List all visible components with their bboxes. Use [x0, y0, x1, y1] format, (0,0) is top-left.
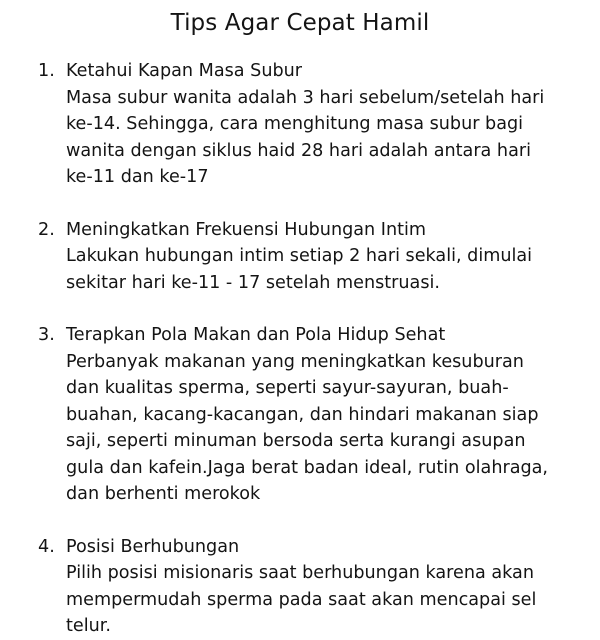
- tip-body: Perbanyak makanan yang meningkatkan kesuburan dan kualitas sperma, seperti sayur-sayuran, buah-buahan, kacang-kacangan, dan hindari makanan siap saji, seperti minuman bersoda serta kurangi asupan gula dan kafein.Jaga berat badan ideal, rutin olahraga, dan berhenti merokok: [66, 351, 549, 504]
- tip-number: 2.: [38, 219, 55, 240]
- tip-item-1: [0, 58, 600, 191]
- tip-item-4: [0, 534, 600, 640]
- page-title: Tips Agar Cepat Hamil: [170, 10, 430, 36]
- tip-heading: Ketahui Kapan Masa Subur: [66, 61, 303, 81]
- tip-item-3: [0, 322, 600, 508]
- tip-heading: Posisi Berhubungan: [66, 536, 240, 557]
- tip-number: 4.: [38, 536, 55, 557]
- tip-body: Lakukan hubungan intim setiap 2 hari sekali, dimulai sekitar hari ke-11 - 17 setelah menstruasi.: [66, 246, 533, 293]
- tip-heading: Terapkan Pola Makan dan Pola Hidup Sehat: [66, 325, 446, 345]
- tip-heading: Meningkatkan Frekuensi Hubungan Intim: [66, 219, 427, 240]
- tips-list: [0, 58, 600, 640]
- tip-body: Masa subur wanita adalah 3 hari sebelum/setelah hari ke-14. Sehingga, cara menghitung masa subur bagi wanita dengan siklus haid 28 hari adalah antara hari ke-11 dan ke-17: [66, 87, 545, 187]
- tip-body: Pilih posisi misionaris saat berhubungan karena akan mempermudah sperma pada saat akan mencapai sel telur.: [66, 563, 537, 636]
- tip-item-2: [0, 217, 600, 297]
- tip-number: 1.: [38, 61, 55, 81]
- tip-number: 3.: [38, 325, 55, 345]
